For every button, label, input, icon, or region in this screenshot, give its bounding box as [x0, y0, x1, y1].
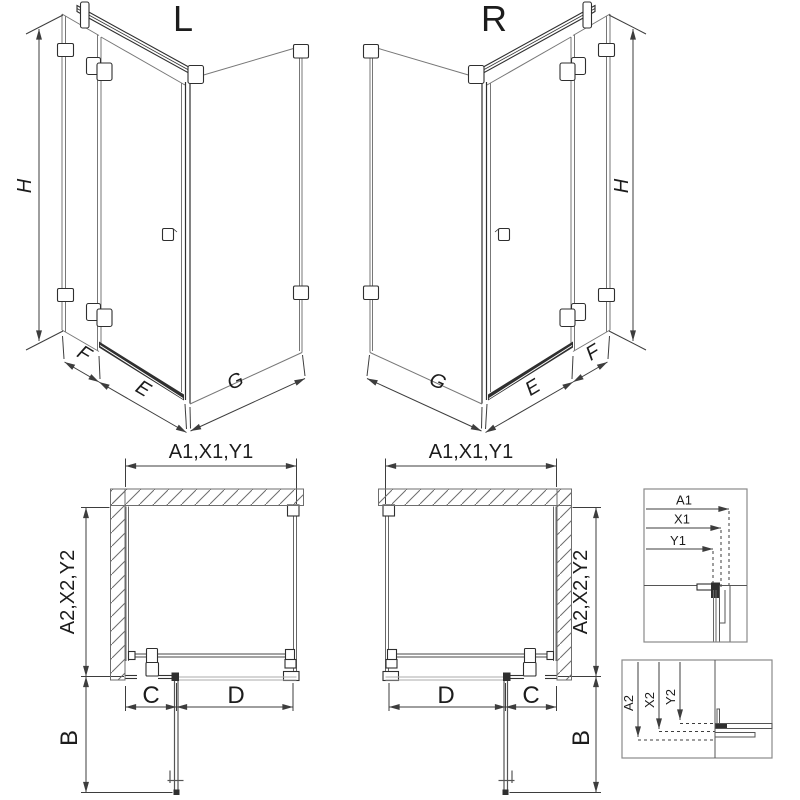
width-dim-label-left: A1,X1,Y1	[168, 441, 254, 463]
wall-hatching-right-plan	[379, 489, 572, 680]
width-profile-section	[697, 583, 730, 642]
depth-dim-label-left: A2,X2,Y2	[57, 549, 79, 635]
detail-depth-box	[621, 660, 772, 758]
door-label-right: E	[521, 374, 545, 401]
side-panel-label-right: G	[425, 368, 450, 395]
depth-dim-label-right: A2,X2,Y2	[570, 549, 592, 635]
detail-x1-label: X1	[674, 511, 690, 527]
door-label-left: E	[131, 375, 155, 402]
iso-view-right	[364, 2, 647, 433]
door-opening-label-left: D	[227, 682, 245, 709]
wall-hatching-left-plan	[111, 489, 304, 680]
detail-a1-label: A1	[676, 492, 692, 508]
detail-width-box	[644, 489, 747, 642]
door-swing-label-right: B	[568, 729, 595, 747]
detail-a2-label: A2	[621, 695, 636, 711]
detail-x2-label: X2	[642, 692, 657, 708]
door-swing-label-left: B	[56, 729, 83, 747]
fixed-panel-label-right: F	[582, 340, 604, 366]
detail-y1-label: Y1	[670, 533, 686, 548]
height-label-right: H	[611, 178, 633, 194]
height-label-left: H	[14, 178, 36, 194]
hinge-segment-label-left: C	[142, 682, 160, 709]
detail-y2-label: Y2	[663, 689, 678, 705]
door-opening-label-right: D	[437, 682, 455, 709]
hinge-segment-label-right: C	[522, 682, 540, 709]
variant-label-left: L	[172, 0, 194, 39]
fixed-panel-label-left: F	[73, 341, 95, 367]
side-panel-label-left: G	[223, 368, 248, 395]
variant-label-right: R	[481, 0, 507, 39]
iso-view-left	[26, 2, 309, 433]
depth-profile-section	[715, 709, 773, 737]
width-dim-label-right: A1,X1,Y1	[428, 441, 514, 463]
